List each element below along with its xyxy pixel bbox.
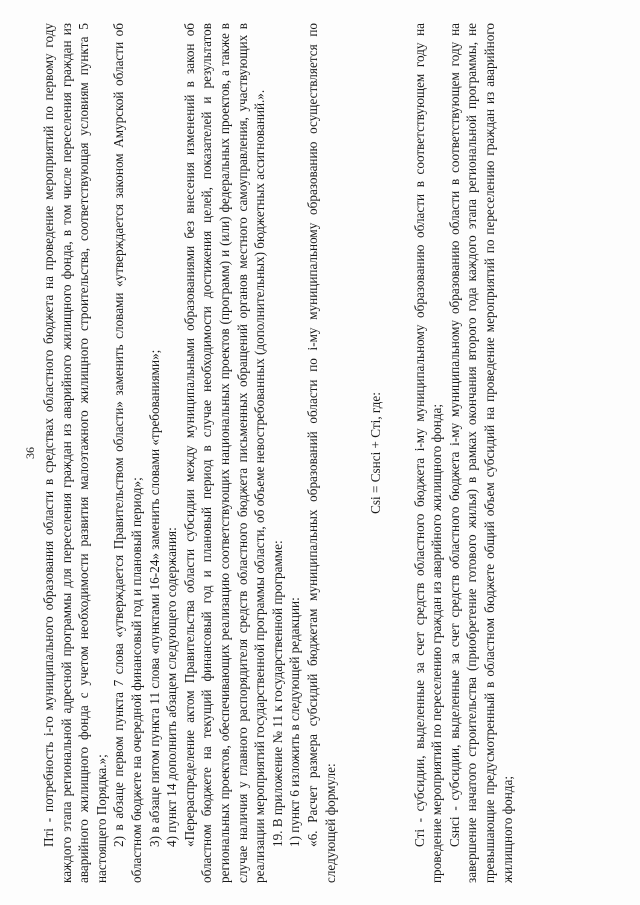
paragraph-section-19: 19. В приложение № 11 к государственной программе: [269,539,285,847]
formula: Сsі = Сsнсі + Сті, где: [368,391,384,514]
paragraph-pti-definition: Пті - потребность і-го муниципального образования области в средствах областного бюджета на проведение мероприятий по первому году каждого этапа региональной адресной программы для переселения граждан из аварийного жилищного фонда, в том числе переселения граждан из аварийного жилищного фонда с учетом необходимости развития малоэтажного жилищного строительства, соответствующая условиям пункта 5 настоящего Порядка.»; [41,22,109,883]
rotated-text-block [23,22,600,883]
paragraph-redistribution: «Перераспределение актом Правительства области субсидии между муниципальными образованиями без внесения изменений в закон об областном бюджете на текущий финансовый год и плановый период в случае необходимости достижения целей, показателей и результатов региональных проектов, обеспечивающих реализацию соответствующих национальных проектов (программ) и (или) федеральных проектов, а также в случае наличия у главного распорядителя средств областного бюджета письменных обращений органов местного самоуправления, участвующих в реализации мероприятий государственной программы области, об объеме невостребованных (дополнительных) бюджетных ассигнований.». [181,22,268,883]
paragraph-item-2: 2) в абзаце первом пункта 7 слова «утверждается Правительством области» заменить словами «утверждается законом Амурской области об областном бюджете на очередной финансовый год и плановый период»; [111,22,144,883]
paragraph-formula-intro: «6. Расчет размера субсидий бюджетам муниципальных образований области по і-му муниципальному образованию осуществляется по следующей формуле: [304,22,338,883]
definition-cti: Сті - субсидии, выделенные за счет средств областного бюджета і-му муниципальному образованию области в соответствующем году на проведение мероприятий по переселению граждан из аварийного жилищного фонда; [411,22,445,883]
paragraph-section-19-item-1: 1) пункт 6 изложить в следующей редакции: [287,596,303,847]
definition-csnsi: Сsнсі - субсидии, выделенные за счет средств областного бюджета і-му муниципальному образованию области в соответствующем году на завершение начатого строительства (приобретение готового жилья) в рамках окончания второго года каждого этапа региональной программы, не превышающие предусмотренный в областном бюджете общий объем субсидий на проведение мероприятий по переселению граждан из аварийного жилищного фонда; [446,22,515,883]
paragraph-item-3: 3) в абзаце пятом пункта 11 слова «пунктами 16-24» заменить словами «требованиями»; [146,349,162,847]
paragraph-item-4: 4) пункт 14 дополнить абзацем следующего содержания: [164,526,180,847]
page-number: 36 [23,446,37,459]
